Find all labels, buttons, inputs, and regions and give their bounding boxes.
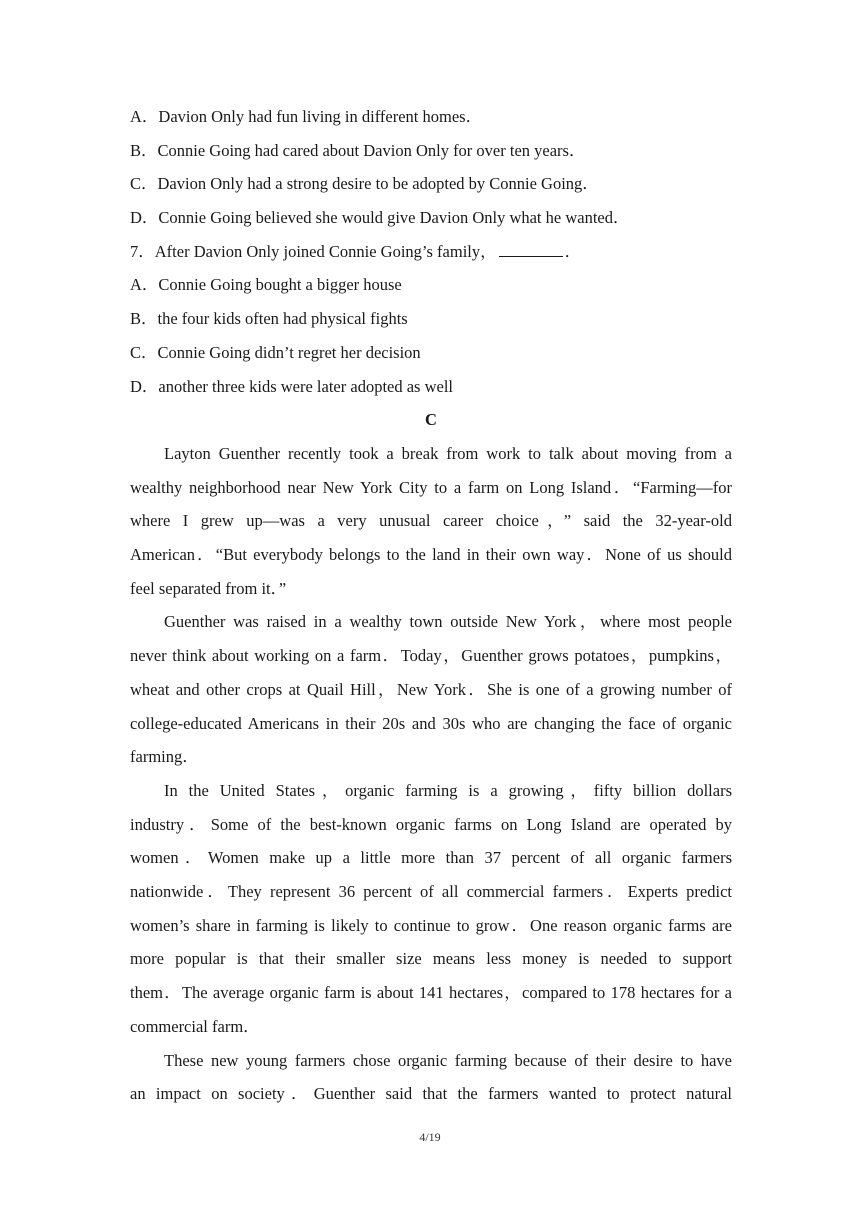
option-6b: B．Connie Going had cared about Davion Only for over ten years． <box>130 140 586 160</box>
paragraph-line: wealthy neighborhood near New York City to a farm on Long Island．“Farming—for <box>130 477 732 497</box>
option-7c: C．Connie Going didn’t regret her decision <box>130 342 421 362</box>
paragraph-3 <box>130 774 732 1044</box>
paragraph-line: an impact on society．Guenther said that the farmers wanted to protect natural <box>130 1084 732 1104</box>
paragraph-line: them．The average organic farm is about 141 hectares，compared to 178 hectares for a <box>130 983 732 1003</box>
paragraph-line: Guenther was raised in a wealthy town outside New York，where most people <box>164 612 732 632</box>
page-number: 4/19 <box>419 1130 441 1144</box>
question-7-end: ． <box>564 241 582 261</box>
option-6c: C．Davion Only had a strong desire to be adopted by Connie Going． <box>130 174 599 194</box>
document-page <box>130 100 732 1111</box>
paragraph-1 <box>130 437 732 606</box>
paragraph-line: American．“But everybody belongs to the land in their own way．None of us should <box>130 544 732 564</box>
option-6d: D．Connie Going believed she would give Davion Only what he wanted． <box>130 208 630 228</box>
paragraph-line: industry．Some of the best-known organic farms on Long Island are operated by <box>130 814 732 834</box>
paragraph-line: nationwide．They represent 36 percent of all commercial farmers．Experts predict <box>130 882 732 902</box>
paragraph-2 <box>130 605 732 774</box>
paragraph-line: more popular is that their smaller size means less money is needed to support <box>130 949 732 969</box>
section-c-passage <box>130 437 732 1111</box>
question-7-options <box>130 268 732 403</box>
paragraph-line: where I grew up—was a very unusual career choice，” said the 32-year-old <box>130 511 732 531</box>
question-7-stem: 7．After Davion Only joined Connie Going’s family， <box>130 241 497 261</box>
paragraph-line: women’s share in farming is likely to continue to grow．One reason organic farms are <box>130 915 732 935</box>
option-6a: A．Davion Only had fun living in different homes． <box>130 107 483 126</box>
paragraph-line: never think about working on a farm．Today，Guenther grows potatoes，pumpkins， <box>130 646 732 666</box>
paragraph-line: feel separated from it．” <box>130 578 287 598</box>
answer-blank <box>499 242 563 257</box>
paragraph-line: college-educated Americans in their 20s and 30s who are changing the face of organic <box>130 713 732 733</box>
paragraph-line: farming． <box>130 747 199 767</box>
paragraph-line: These new young farmers chose organic farming because of their desire to have <box>164 1050 732 1070</box>
option-7b: B．the four kids often had physical fights <box>130 309 408 329</box>
question-6-options <box>130 100 732 235</box>
paragraph-line: commercial farm． <box>130 1016 260 1036</box>
question-7 <box>130 235 732 269</box>
paragraph-line: wheat and other crops at Quail Hill，New York．She is one of a growing number of <box>130 679 732 699</box>
paragraph-line: Layton Guenther recently took a break from work to talk about moving from a <box>164 443 732 463</box>
paragraph-line: women．Women make up a little more than 37 percent of all organic farmers <box>130 848 732 868</box>
option-7d: D．another three kids were later adopted as well <box>130 376 453 396</box>
paragraph-line: In the United States，organic farming is a growing，fifty billion dollars <box>164 780 732 800</box>
section-heading: C <box>425 410 437 430</box>
option-7a: A．Connie Going bought a bigger house <box>130 275 402 295</box>
paragraph-4 <box>130 1044 732 1111</box>
